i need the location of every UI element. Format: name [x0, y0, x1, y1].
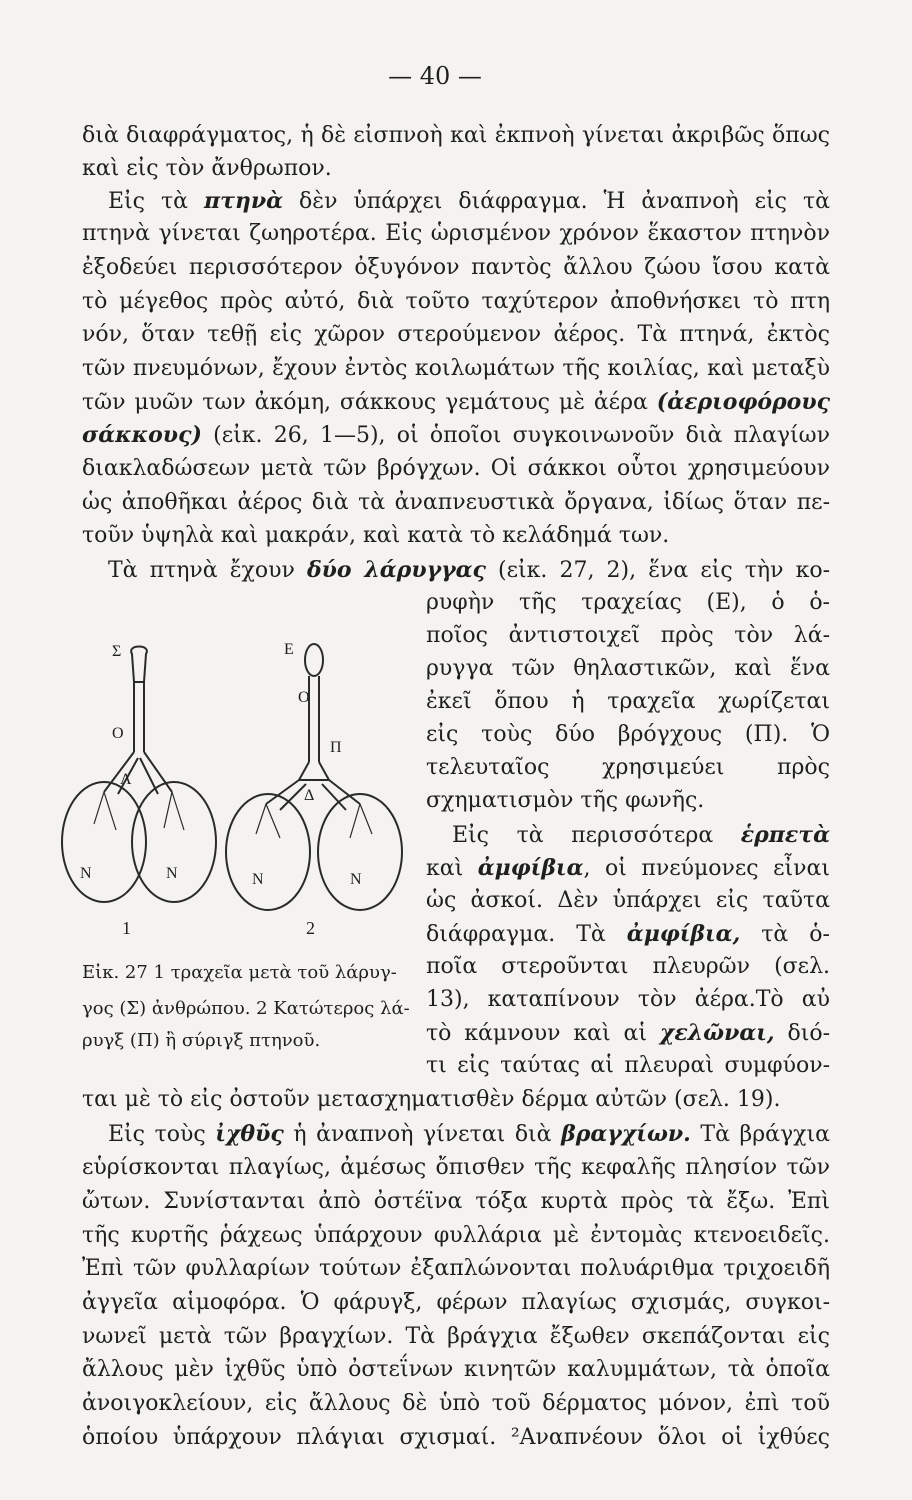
text-line: εὑρίσκονται πλαγίως, ἀμέσως ὄπισθεν τῆς κεφαλῆς πλησίον τῶν: [82, 1155, 830, 1180]
label-sigma: Σ: [112, 643, 122, 660]
text-line: ρυγγα τῶν θηλαστικῶν, καὶ ἕνα: [426, 656, 830, 681]
text-line: ἄλλους μὲν ἰχθῦς ὑπὸ ὀστεΐνων κινητῶν καλυμμάτων, τὰ ὁποῖα: [82, 1357, 830, 1382]
text-line: ὡς ἀσκοί. Δὲν ὑπάρχει εἰς ταῦτα: [426, 888, 830, 913]
text-line: πτηνὰ γίνεται ζωηροτέρα. Εἰς ὡρισμένον χρόνον ἕκαστον πτηνὸν: [82, 221, 830, 246]
label-e: Ε: [284, 641, 294, 658]
label-lambda: Λ: [120, 771, 132, 788]
text-line: 13), καταπίνουν τὸν ἀέρα.Τὸ αὐ: [426, 987, 830, 1012]
human-lung-left: [62, 782, 146, 902]
text-line: τῶν πνευμόνων, ἔχουν ἐντὸς κοιλωμάτων τῆς κοιλίας, καὶ μεταξὺ: [82, 356, 830, 381]
human-larynx-outline: [131, 647, 147, 683]
label-n3: Ν: [252, 871, 264, 888]
text-line: καὶ ἀμφίβια, οἱ πνεύμονες εἶναι: [426, 855, 830, 881]
figure-number-1: 1: [122, 918, 131, 938]
figure-number-2: 2: [306, 918, 315, 938]
text-line: ἐκεῖ ὅπου ἡ τραχεῖα χωρίζεται: [426, 689, 830, 714]
page-number: — 40 —: [388, 62, 482, 90]
bird-upper-larynx-outline: [305, 644, 323, 676]
text-line: ὁποίου ὑπάρχουν πλάγιαι σχισμαί. ²Αναπνέουν ὅλοι οἱ ἰχθύες: [82, 1425, 830, 1450]
text-line: σάκκους) (εἰκ. 26, 1—5), οἱ ὁποῖοι συγκοινωνοῦν διὰ πλαγίων: [82, 422, 830, 448]
label-n4: Ν: [350, 871, 362, 888]
text-line: ποῖος ἀντιστοιχεῖ πρὸς τὸν λά-: [426, 623, 830, 648]
bird-lung-right: [318, 794, 402, 910]
text-line: Τὰ πτηνὰ ἔχουν δύο λάρυγγας (εἰκ. 27, 2), ἕνα εἰς τὴν κο-: [108, 557, 831, 583]
text-line: καὶ εἰς τὸν ἄνθρωπον.: [82, 156, 332, 181]
label-delta: Δ: [304, 787, 315, 804]
label-n1: Ν: [80, 865, 92, 882]
figure-caption: ρυγξ (Π) ἢ σύριγξ πτηνοῦ.: [82, 1030, 321, 1051]
text-line: νωνεῖ μετὰ τῶν βραγχίων. Τὰ βράγχια ἔξωθεν σκεπάζονται εἰς: [82, 1324, 830, 1349]
figure-27-trachea-illustration: [54, 634, 424, 944]
text-line: τὸ κάμνουν καὶ αἱ χελῶναι, διό-: [426, 1020, 831, 1046]
text-line: Εἰς τὰ περισσότερα ἑρπετὰ: [452, 822, 830, 848]
text-line: ρυφὴν τῆς τραχείας (Ε), ὁ ὁ-: [426, 590, 830, 615]
text-line: Ἐπὶ τῶν φυλλαρίων τούτων ἐξαπλώνονται πολυάριθμα τριχοειδῆ: [82, 1256, 830, 1281]
text-line: τι εἰς ταύτας αἱ πλευραὶ συμφύον-: [426, 1053, 830, 1078]
figure-caption: γος (Σ) ἀνθρώπου. 2 Κατώτερος λά-: [82, 998, 410, 1019]
text-line: τῆς κυρτῆς ῥάχεως ὑπάρχουν φυλλάρια μὲ ἐντομὰς κτενοειδεῖς.: [82, 1223, 830, 1248]
text-line: νόν, ὅταν τεθῇ εἰς χῶρον στερούμενον ἀέρος. Τὰ πτηνά, ἐκτὸς: [82, 322, 830, 347]
text-line: τῶν μυῶν των ἀκόμη, σάκκους γεμάτους μὲ ἀέρα (ἀεριοφόρους: [82, 389, 830, 415]
text-line: ποῖα στεροῦνται πλευρῶν (σελ.: [426, 954, 830, 979]
human-trachea-outline: [134, 682, 144, 752]
bird-syrinx-outline: [299, 762, 329, 780]
text-line: ὡς ἀποθῆκαι ἀέρος διὰ τὰ ἀναπνευστικὰ ὄργανα, ἰδίως ὅταν πε-: [82, 490, 830, 515]
text-line: ἐξοδεύει περισσότερον ὀξυγόνον παντὸς ἄλλου ζώου ἴσου κατὰ: [82, 255, 830, 280]
text-line: Εἰς τὰ πτηνὰ δὲν ὑπάρχει διάφραγμα. Ἡ ἀναπνοὴ εἰς τὰ: [108, 188, 830, 214]
text-line: ἀνοιγοκλείουν, εἰς ἄλλους δὲ ὑπὸ τοῦ δέρματος μόνον, ἐπὶ τοῦ: [82, 1391, 830, 1416]
figure-caption: Εἰκ. 27 1 τραχεῖα μετὰ τοῦ λάρυγ-: [82, 962, 397, 983]
label-o-left: Ο: [112, 725, 124, 742]
text-line: ἀγγεῖα αἱμοφόρα. Ὁ φάρυγξ, φέρων πλαγίως σχισμάς, συγκοι-: [82, 1290, 830, 1315]
text-line: τὸ μέγεθος πρὸς αὐτό, διὰ τοῦτο ταχύτερον ἀποθνήσκει τὸ πτη: [82, 289, 830, 314]
label-n2: Ν: [166, 865, 178, 882]
label-o-right: Ο: [298, 689, 310, 706]
bird-trachea-outline: [309, 676, 319, 762]
text-line: τελευταῖος χρησιμεύει πρὸς: [426, 755, 830, 780]
text-line: διακλαδώσεων μετὰ τῶν βρόγχων. Οἱ σάκκοι οὗτοι χρησιμεύουν: [82, 456, 830, 481]
text-line: διάφραγμα. Τὰ ἀμφίβια, τὰ ὁ-: [426, 921, 830, 947]
text-line: ὤτων. Συνίστανται ἀπὸ ὀστέϊνα τόξα κυρτὰ πρὸς τὰ ἔξω. Ἐπὶ: [82, 1189, 830, 1214]
text-line: ται μὲ τὸ εἰς ὀστοῦν μετασχηματισθὲν δέρμα αὐτῶν (σελ. 19).: [82, 1087, 781, 1112]
label-pi: Π: [330, 739, 342, 756]
text-line: σχηματισμὸν τῆς φωνῆς.: [426, 788, 705, 813]
human-bronchi-outline: [104, 752, 172, 794]
bird-lung-left: [226, 794, 310, 910]
text-line: εἰς τοὺς δύο βρόγχους (Π). Ὁ: [426, 722, 830, 747]
text-line: τοῦν ὑψηλὰ καὶ μακράν, καὶ κατὰ τὸ κελάδημά των.: [82, 523, 670, 548]
text-line: Εἰς τοὺς ἰχθῦς ἡ ἀναπνοὴ γίνεται διὰ βραγχίων. Τὰ βράγχια: [108, 1121, 830, 1147]
text-line: διὰ διαφράγματος, ἡ δὲ εἰσπνοὴ καὶ ἐκπνοὴ γίνεται ἀκριβῶς ὅπως: [82, 123, 830, 148]
